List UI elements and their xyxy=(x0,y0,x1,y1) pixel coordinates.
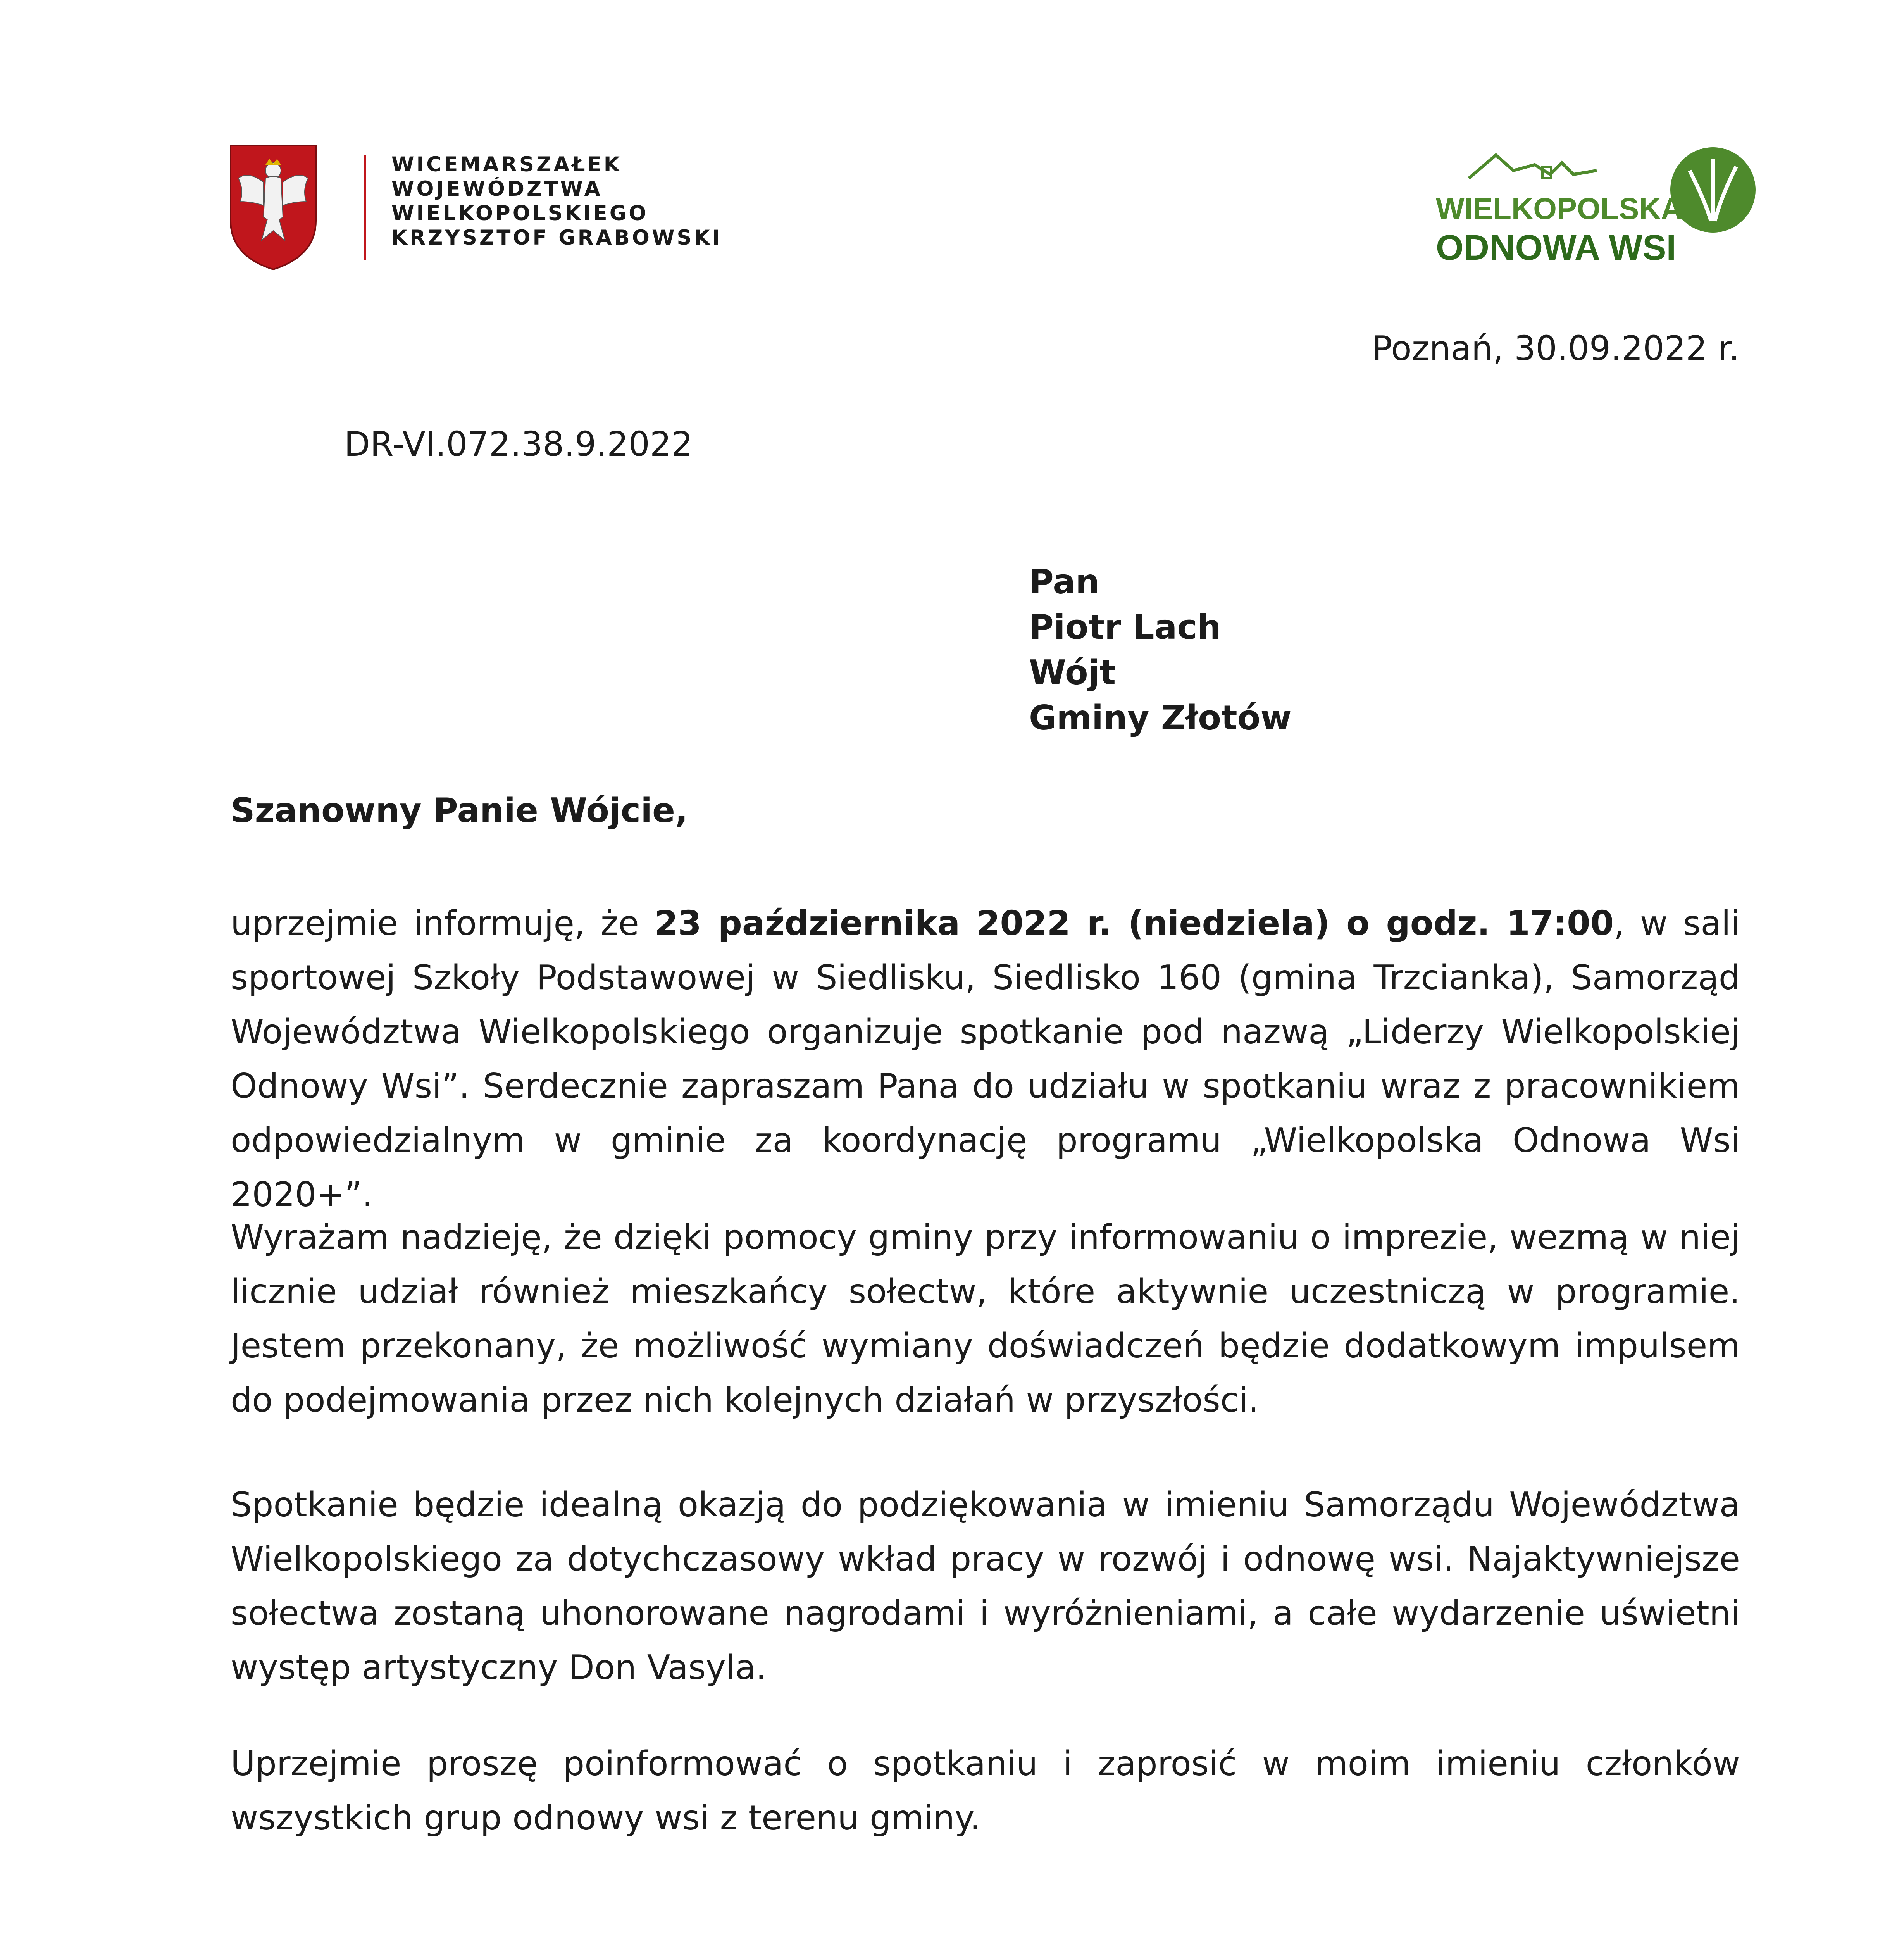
office-line-3: WIELKOPOLSKIEGO xyxy=(391,202,649,225)
body-paragraph-2 xyxy=(231,1210,1740,1427)
recipient-line-3: Wójt xyxy=(1029,653,1116,692)
body-paragraph-4 xyxy=(231,1736,1740,1845)
body-paragraph-1 xyxy=(231,896,1740,1222)
wielkopolska-odnowa-wsi-logo xyxy=(1434,143,1763,275)
letter-date: Poznań, 30.09.2022 r. xyxy=(1372,329,1740,368)
p3-text: Spotkanie będzie idealną okazją do podziękowania w imieniu Samorządu Województwa Wielkopolskiego za dotychczasowy wkład pracy w rozwój i odnowę wsi. Najaktywniejsze sołectwa zostaną uhonorowane nagrodami i wyróżnieniami, a całe wydarzenie uświetni występ artystyczny Don Vasyla. xyxy=(231,1485,1740,1687)
p1-event-date: 23 października 2022 r. (niedziela) o godz. 17:00 xyxy=(654,903,1614,943)
header-divider xyxy=(364,155,366,260)
p1-text-c: , w sali sportowej Szkoły Podstawowej w Siedlisku, Siedlisko 160 (gmina Trzcianka), Samorząd Województwa Wielkopolskiego organizuje spotkanie pod nazwą „Liderzy Wielkopolskiej Odnowy Wsi”. Serdecznie zapraszam Pana do udziału w spotkaniu wraz z pracownikiem odpowiedzialnym w gminie za koordynację programu „Wielkopolska Odnowa Wsi 2020+”. xyxy=(231,903,1740,1214)
recipient-line-2: Piotr Lach xyxy=(1029,607,1221,647)
office-line-2: WOJEWÓDZTWA xyxy=(391,177,603,201)
salutation: Szanowny Panie Wójcie, xyxy=(231,791,688,830)
logo-line-2: ODNOWA WSI xyxy=(1436,228,1677,267)
recipient-block xyxy=(1029,559,1292,741)
recipient-line-4: Gminy Złotów xyxy=(1029,698,1292,738)
reference-number: DR-VI.072.38.9.2022 xyxy=(344,424,693,464)
recipient-line-1: Pan xyxy=(1029,562,1100,602)
body-paragraph-3 xyxy=(231,1478,1740,1695)
p1-text-a: uprzejmie informuję, że xyxy=(231,903,655,943)
p2-text: Wyrażam nadzieję, że dzięki pomocy gminy przy informowaniu o imprezie, wezmą w niej licznie udział również mieszkańcy sołectw, które aktywnie uczestniczą w programie. Jestem przekonany, że możliwość wymiany doświadczeń będzie dodatkowym impulsem do podejmowania przez nich kolejnych działań w przyszłości. xyxy=(231,1217,1740,1420)
office-title xyxy=(391,152,722,250)
office-line-4: KRZYSZTOF GRABOWSKI xyxy=(391,226,722,250)
office-line-1: WICEMARSZAŁEK xyxy=(391,153,622,176)
logo-line-1: WIELKOPOLSKA xyxy=(1436,191,1683,226)
p4-text: Uprzejmie proszę poinformować o spotkaniu i zaprosić w moim imieniu członków wszystkich grup odnowy wsi z terenu gminy. xyxy=(231,1744,1740,1838)
eagle-crest-icon xyxy=(229,143,318,271)
